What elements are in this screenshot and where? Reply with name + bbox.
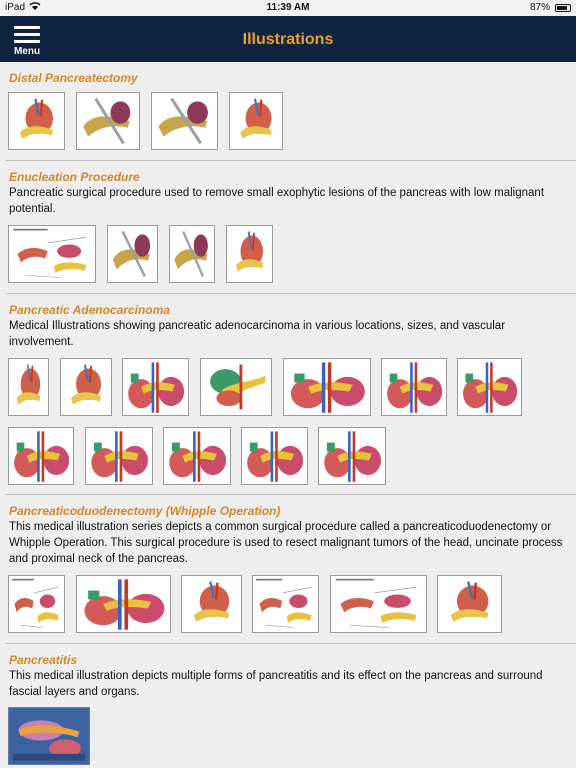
illustration-list[interactable] [0,62,576,768]
illustration-image [242,428,307,484]
illustration-thumbnail[interactable] [8,427,74,485]
illustration-image [284,359,370,415]
illustration-thumbnail[interactable] [381,358,447,416]
illustration-image [182,576,241,632]
section-description: This medical illustration series depicts a common surgical procedure called a pancreaticoduodenectomy or Whipple Operation. This surgical procedure is used to resect malignant tumors of the head, uncinate process and proximal neck of the pancreas. [9,521,563,565]
illustration-thumbnail[interactable] [60,358,112,416]
illustration-thumbnail[interactable] [283,358,371,416]
illustration-thumbnail[interactable] [318,427,386,485]
illustration-image [77,576,170,632]
illustration-image [331,576,426,632]
illustration-thumbnail[interactable] [151,92,218,150]
illustration-thumbnail[interactable] [76,575,171,633]
section-divider [6,160,576,161]
nav-bar [0,16,576,62]
illustration-thumbnail[interactable] [163,427,231,485]
illustration-thumbnail[interactable] [8,225,96,283]
battery-icon [555,4,571,12]
page-title: Illustrations [242,31,334,48]
illustration-image [152,93,217,149]
illustration-thumbnail[interactable] [8,575,65,633]
illustration-thumbnail[interactable] [229,92,283,150]
illustration-image [319,428,385,484]
illustration-thumbnail[interactable] [241,427,308,485]
section-divider [6,494,576,495]
section-description: Pancreatic surgical procedure used to remove small exophytic lesions of the pancreas with low malignant potential. [9,187,545,215]
status-bar [0,0,576,16]
section-description: This medical illustration depicts multiple forms of pancreatitis and its effect on the pancreas and surround fascial layers and organs. [9,670,543,698]
illustration-image [458,359,521,415]
illustration-thumbnail[interactable] [8,707,90,765]
illustration-image [77,93,139,149]
device-label: iPad [5,2,26,13]
illustration-thumbnail[interactable] [181,575,242,633]
illustration-thumbnail[interactable] [122,358,189,416]
illustration-thumbnail[interactable] [169,225,215,283]
illustration-image [108,226,157,282]
section-title[interactable]: Distal Pancreatectomy [9,71,138,85]
illustration-image [61,359,111,415]
illustration-thumbnail[interactable] [252,575,319,633]
illustration-thumbnail[interactable] [200,358,272,416]
illustration-image [9,708,89,764]
illustration-thumbnail[interactable] [437,575,502,633]
illustration-image [227,226,272,282]
illustration-thumbnail[interactable] [330,575,427,633]
illustration-image [170,226,214,282]
illustration-image [230,93,282,149]
section-title[interactable]: Pancreatitis [9,653,78,667]
illustration-thumbnail[interactable] [226,225,273,283]
menu-label: Menu [13,46,41,57]
section-title[interactable]: Enucleation Procedure [9,170,140,184]
illustration-image [382,359,446,415]
illustration-image [164,428,230,484]
illustration-thumbnail[interactable] [8,92,65,150]
section-title[interactable]: Pancreaticoduodenectomy (Whipple Operation) [9,504,281,518]
section-divider [6,643,576,644]
illustration-thumbnail[interactable] [8,358,49,416]
illustration-image [9,576,64,632]
section-title[interactable]: Pancreatic Adenocarcinoma [9,303,170,317]
illustration-image [9,359,48,415]
illustration-thumbnail[interactable] [85,427,153,485]
battery-percent: 87% [529,2,550,13]
illustration-image [123,359,188,415]
illustration-image [201,359,271,415]
section-description: Medical Illustrations showing pancreatic adenocarcinoma in various locations, sizes, and vascular involvement. [9,320,506,348]
clock: 11:39 AM [266,2,310,13]
section-divider [6,293,576,294]
illustration-thumbnail[interactable] [107,225,158,283]
illustration-image [9,428,73,484]
illustration-image [9,226,95,282]
illustration-image [86,428,152,484]
illustration-thumbnail[interactable] [76,92,140,150]
illustration-thumbnail[interactable] [457,358,522,416]
illustration-image [253,576,318,632]
illustration-image [438,576,501,632]
illustration-image [9,93,64,149]
